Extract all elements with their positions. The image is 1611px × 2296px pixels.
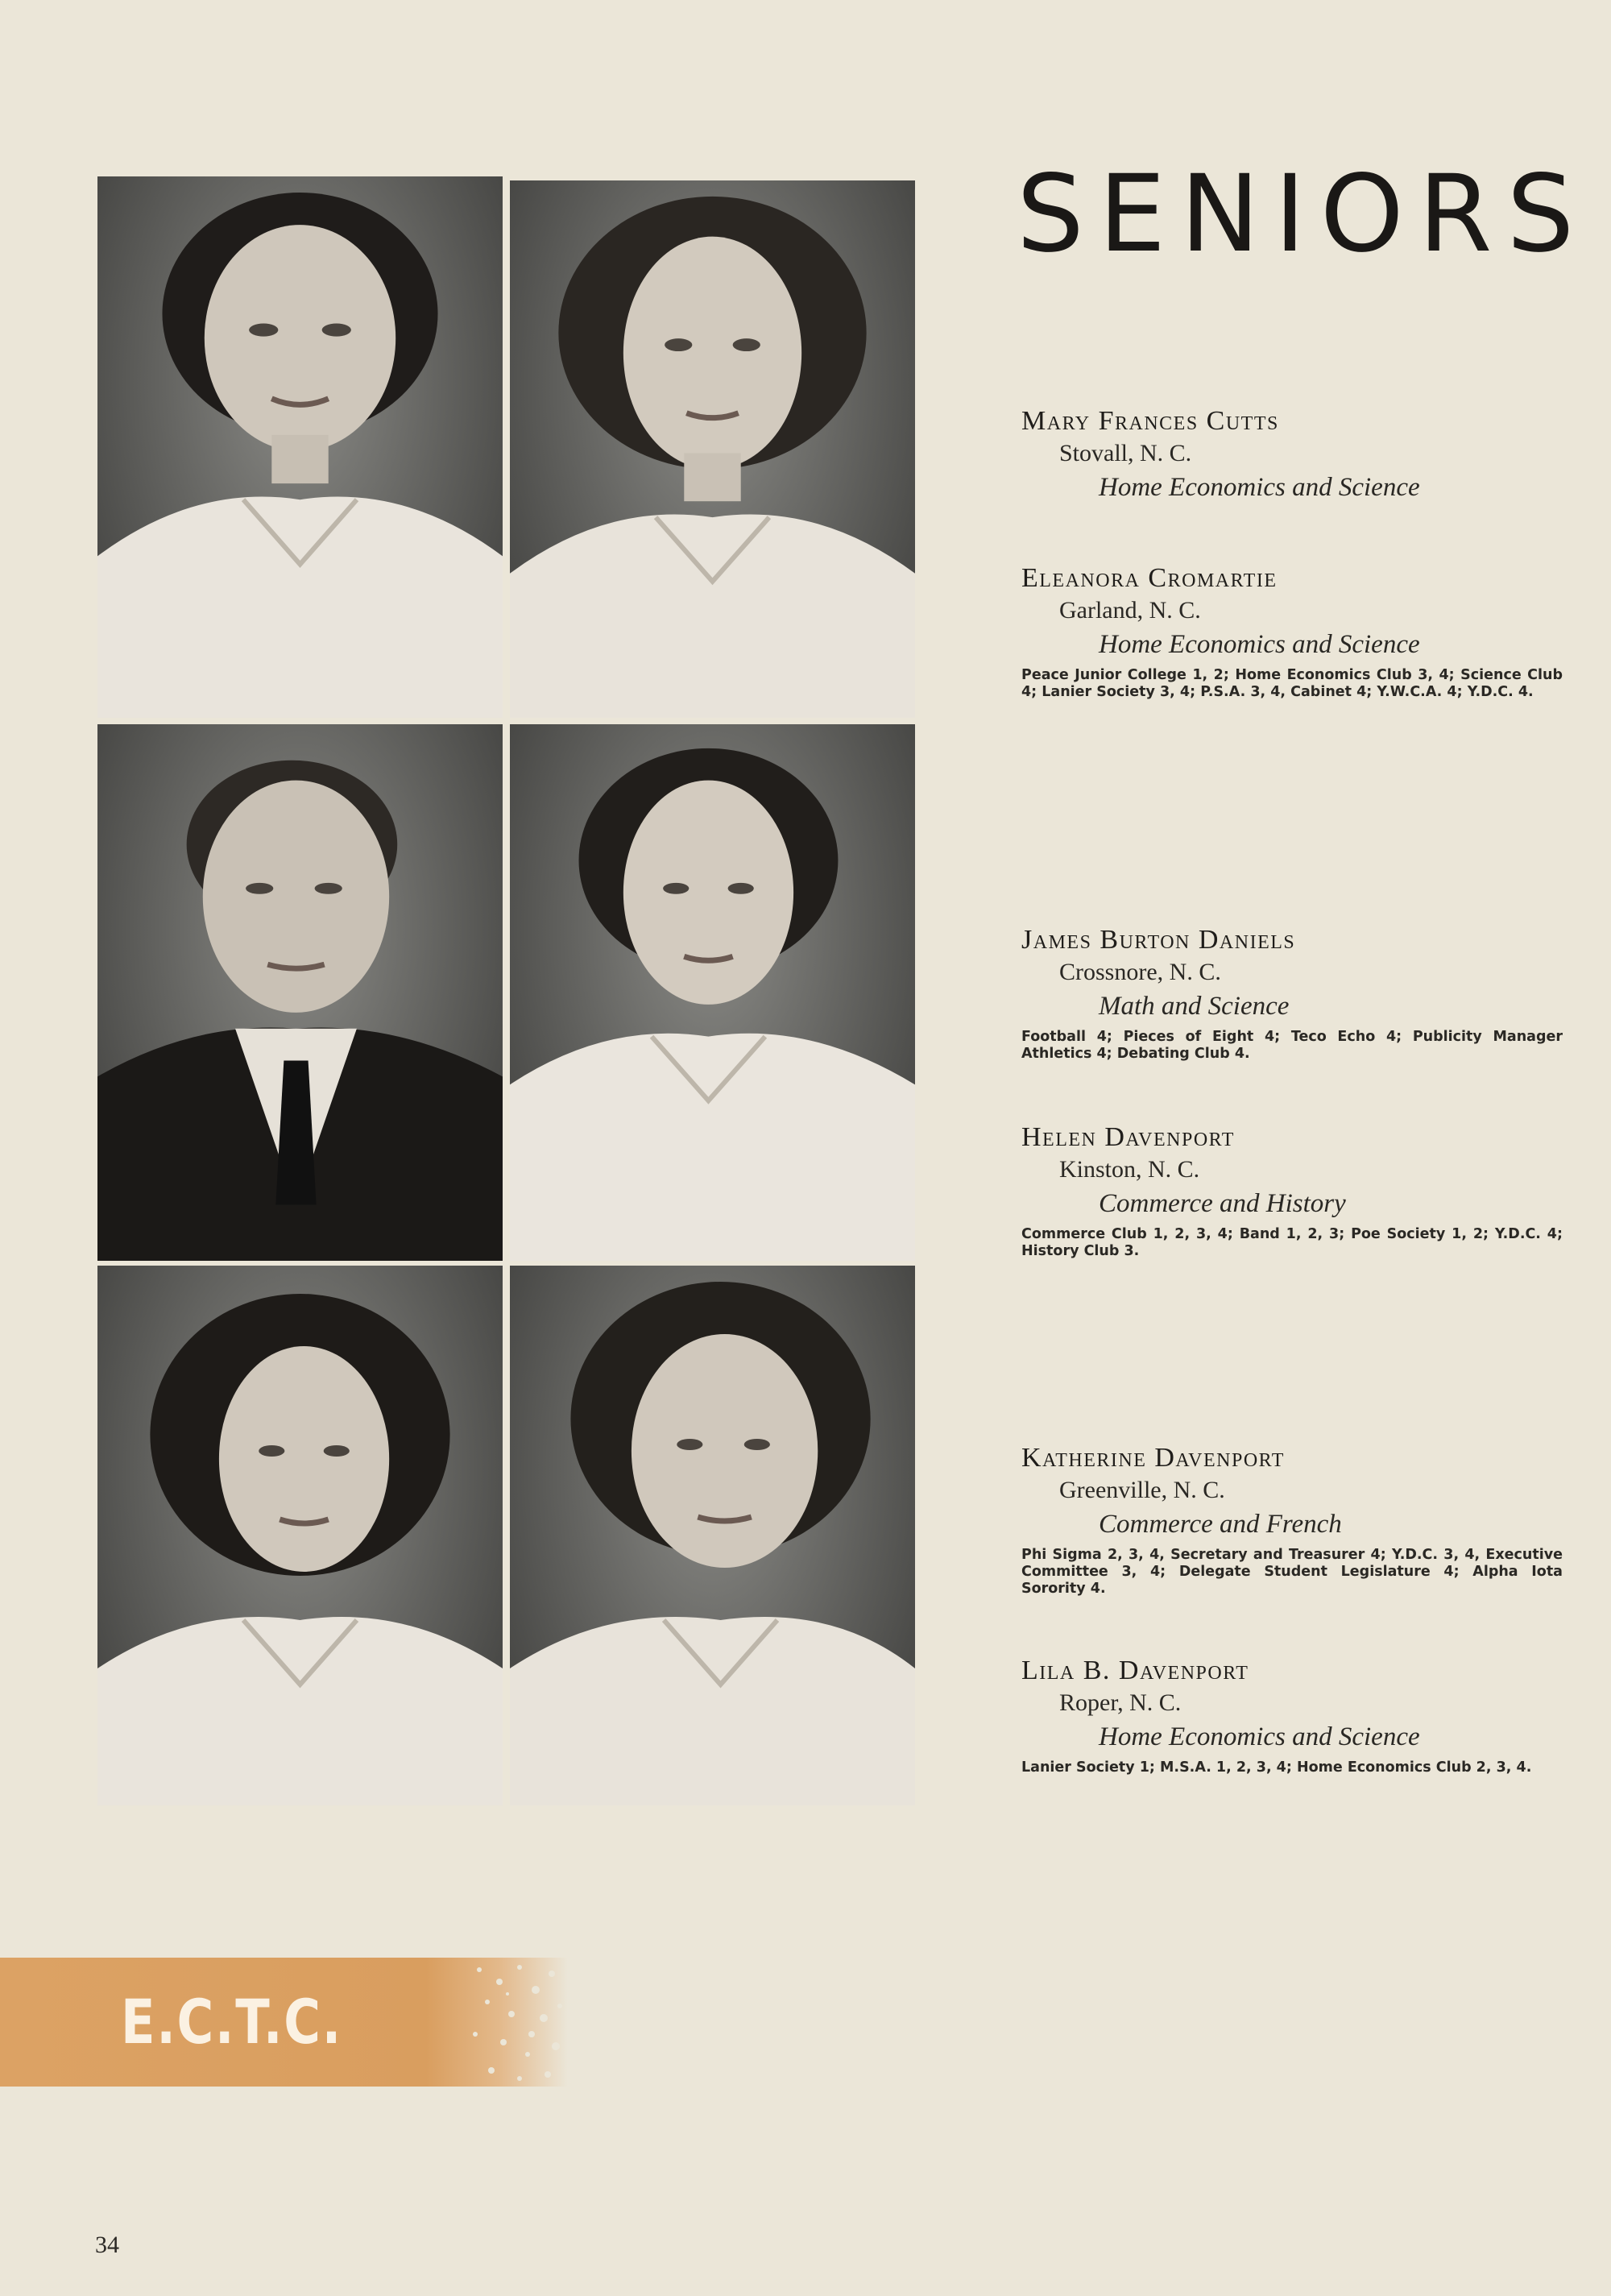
- senior-activities: Peace Junior College 1, 2; Home Economics Club 3, 4; Science Club 4; Lanier Society 3, 4; P.S.A. 3, 4, Cabinet 4; Y.W.C.A. 4; Y.D.C. 4.: [1021, 667, 1563, 700]
- portrait-photo-2: [510, 180, 915, 718]
- senior-entry: [1021, 1121, 1563, 1260]
- senior-major: Commerce and History: [1099, 1189, 1346, 1218]
- senior-hometown: Garland, N. C.: [1059, 597, 1201, 624]
- senior-entry: [1021, 924, 1563, 1063]
- page-heading: SENIORS: [1017, 152, 1589, 276]
- senior-name: Eleanora Cromartie: [1021, 563, 1278, 593]
- senior-hometown: Greenville, N. C.: [1059, 1477, 1225, 1503]
- senior-major: Home Economics and Science: [1099, 473, 1420, 502]
- senior-hometown: Stovall, N. C.: [1059, 440, 1192, 466]
- banner-speckle-texture: [463, 1958, 568, 2087]
- senior-name: Mary Frances Cutts: [1021, 406, 1279, 436]
- senior-major: Home Economics and Science: [1099, 1722, 1420, 1751]
- page-number: 34: [95, 2232, 119, 2258]
- senior-major: Home Economics and Science: [1099, 630, 1420, 659]
- senior-activities: Football 4; Pieces of Eight 4; Teco Echo 4; Publicity Manager Athletics 4; Debating Club 4.: [1021, 1029, 1563, 1062]
- senior-entry: [1021, 1655, 1563, 1776]
- senior-entry: [1021, 562, 1563, 701]
- senior-name: Katherine Davenport: [1021, 1443, 1285, 1473]
- portrait-photo-5: [97, 1266, 503, 1805]
- senior-major: Commerce and French: [1099, 1510, 1342, 1539]
- senior-hometown: Crossnore, N. C.: [1059, 959, 1221, 985]
- senior-major: Math and Science: [1099, 992, 1290, 1021]
- senior-name: Lila B. Davenport: [1021, 1656, 1249, 1685]
- senior-name: Helen Davenport: [1021, 1122, 1235, 1152]
- senior-activities: Phi Sigma 2, 3, 4, Secretary and Treasurer 4; Y.D.C. 3, 4, Executive Committee 3, 4; Delegate Student Legislature 4; Alpha Iota Sorority 4.: [1021, 1547, 1563, 1597]
- senior-name: James Burton Daniels: [1021, 925, 1296, 955]
- portrait-photo-4: [510, 724, 915, 1261]
- senior-hometown: Roper, N. C.: [1059, 1689, 1182, 1716]
- senior-entry: [1021, 405, 1563, 505]
- portrait-photo-3: [97, 724, 503, 1261]
- senior-entry: [1021, 1442, 1563, 1598]
- portrait-photo-6: [510, 1266, 915, 1805]
- senior-hometown: Kinston, N. C.: [1059, 1156, 1200, 1183]
- college-banner: [0, 1958, 568, 2087]
- portrait-photo-1: [97, 176, 503, 718]
- banner-text: E.C.T.C.: [121, 1986, 342, 2058]
- senior-activities: Commerce Club 1, 2, 3, 4; Band 1, 2, 3; Poe Society 1, 2; Y.D.C. 4; History Club 3.: [1021, 1226, 1563, 1259]
- senior-activities: Lanier Society 1; M.S.A. 1, 2, 3, 4; Home Economics Club 2, 3, 4.: [1021, 1759, 1532, 1776]
